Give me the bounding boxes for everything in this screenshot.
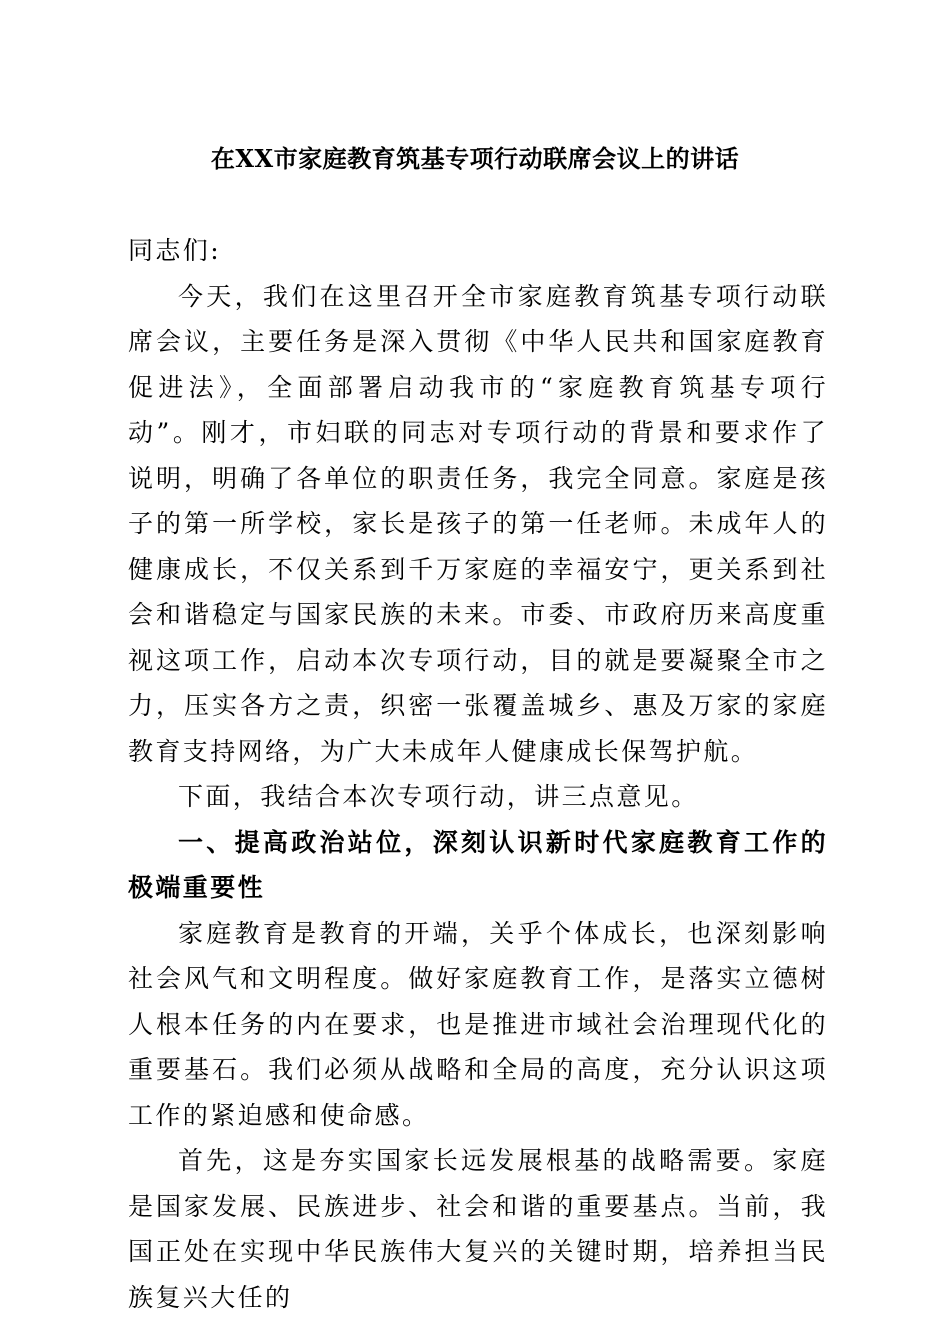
section-1-paragraph-1: 家庭教育是教育的开端，关乎个体成长，也深刻影响社会风气和文明程度。做好家庭教育工作，是落实立德树人根本任务的内在要求，也是推进市域社会治理现代化的重要基石。我们必须从战略和全局的高度，充分认识这项工作的紧迫感和使命感。 [128, 918, 828, 1130]
paragraph-opening: 今天，我们在这里召开全市家庭教育筑基专项行动联席会议，主要任务是深入贯彻《中华人民共和国家庭教育促进法》，全面部署启动我市的“家庭教育筑基专项行动”。刚才，市妇联的同志对专项行动的背景和要求作了说明，明确了各单位的职责任务，我完全同意。家庭是孩子的第一所学校，家长是孩子的第一任老师。未成年人的健康成长，不仅关系到千万家庭的幸福安宁，更关系到社会和谐稳定与国家民族的未来。市委、市政府历来高度重视这项工作，启动本次专项行动，目的就是要凝聚全市之力，压实各方之责，织密一张覆盖城乡、惠及万家的家庭教育支持网络，为广大未成年人健康成长保驾护航。 [128, 281, 828, 766]
salutation: 同志们: [128, 236, 222, 265]
paragraph-transition: 下面，我结合本次专项行动，讲三点意见。 [178, 782, 699, 811]
section-1-paragraph-2: 首先，这是夯实国家长远发展根基的战略需要。家庭是国家发展、民族进步、社会和谐的重要基点。当前，我国正处在实现中华民族伟大复兴的关键时期，培养担当民族复兴大任的 [128, 1146, 828, 1312]
document-body [128, 228, 828, 1320]
document-title: 在XX市家庭教育筑基专项行动联席会议上的讲话 [210, 144, 740, 173]
section-heading-1: 一、提高政治站位，深刻认识新时代家庭教育工作的极端重要性 [128, 827, 828, 902]
